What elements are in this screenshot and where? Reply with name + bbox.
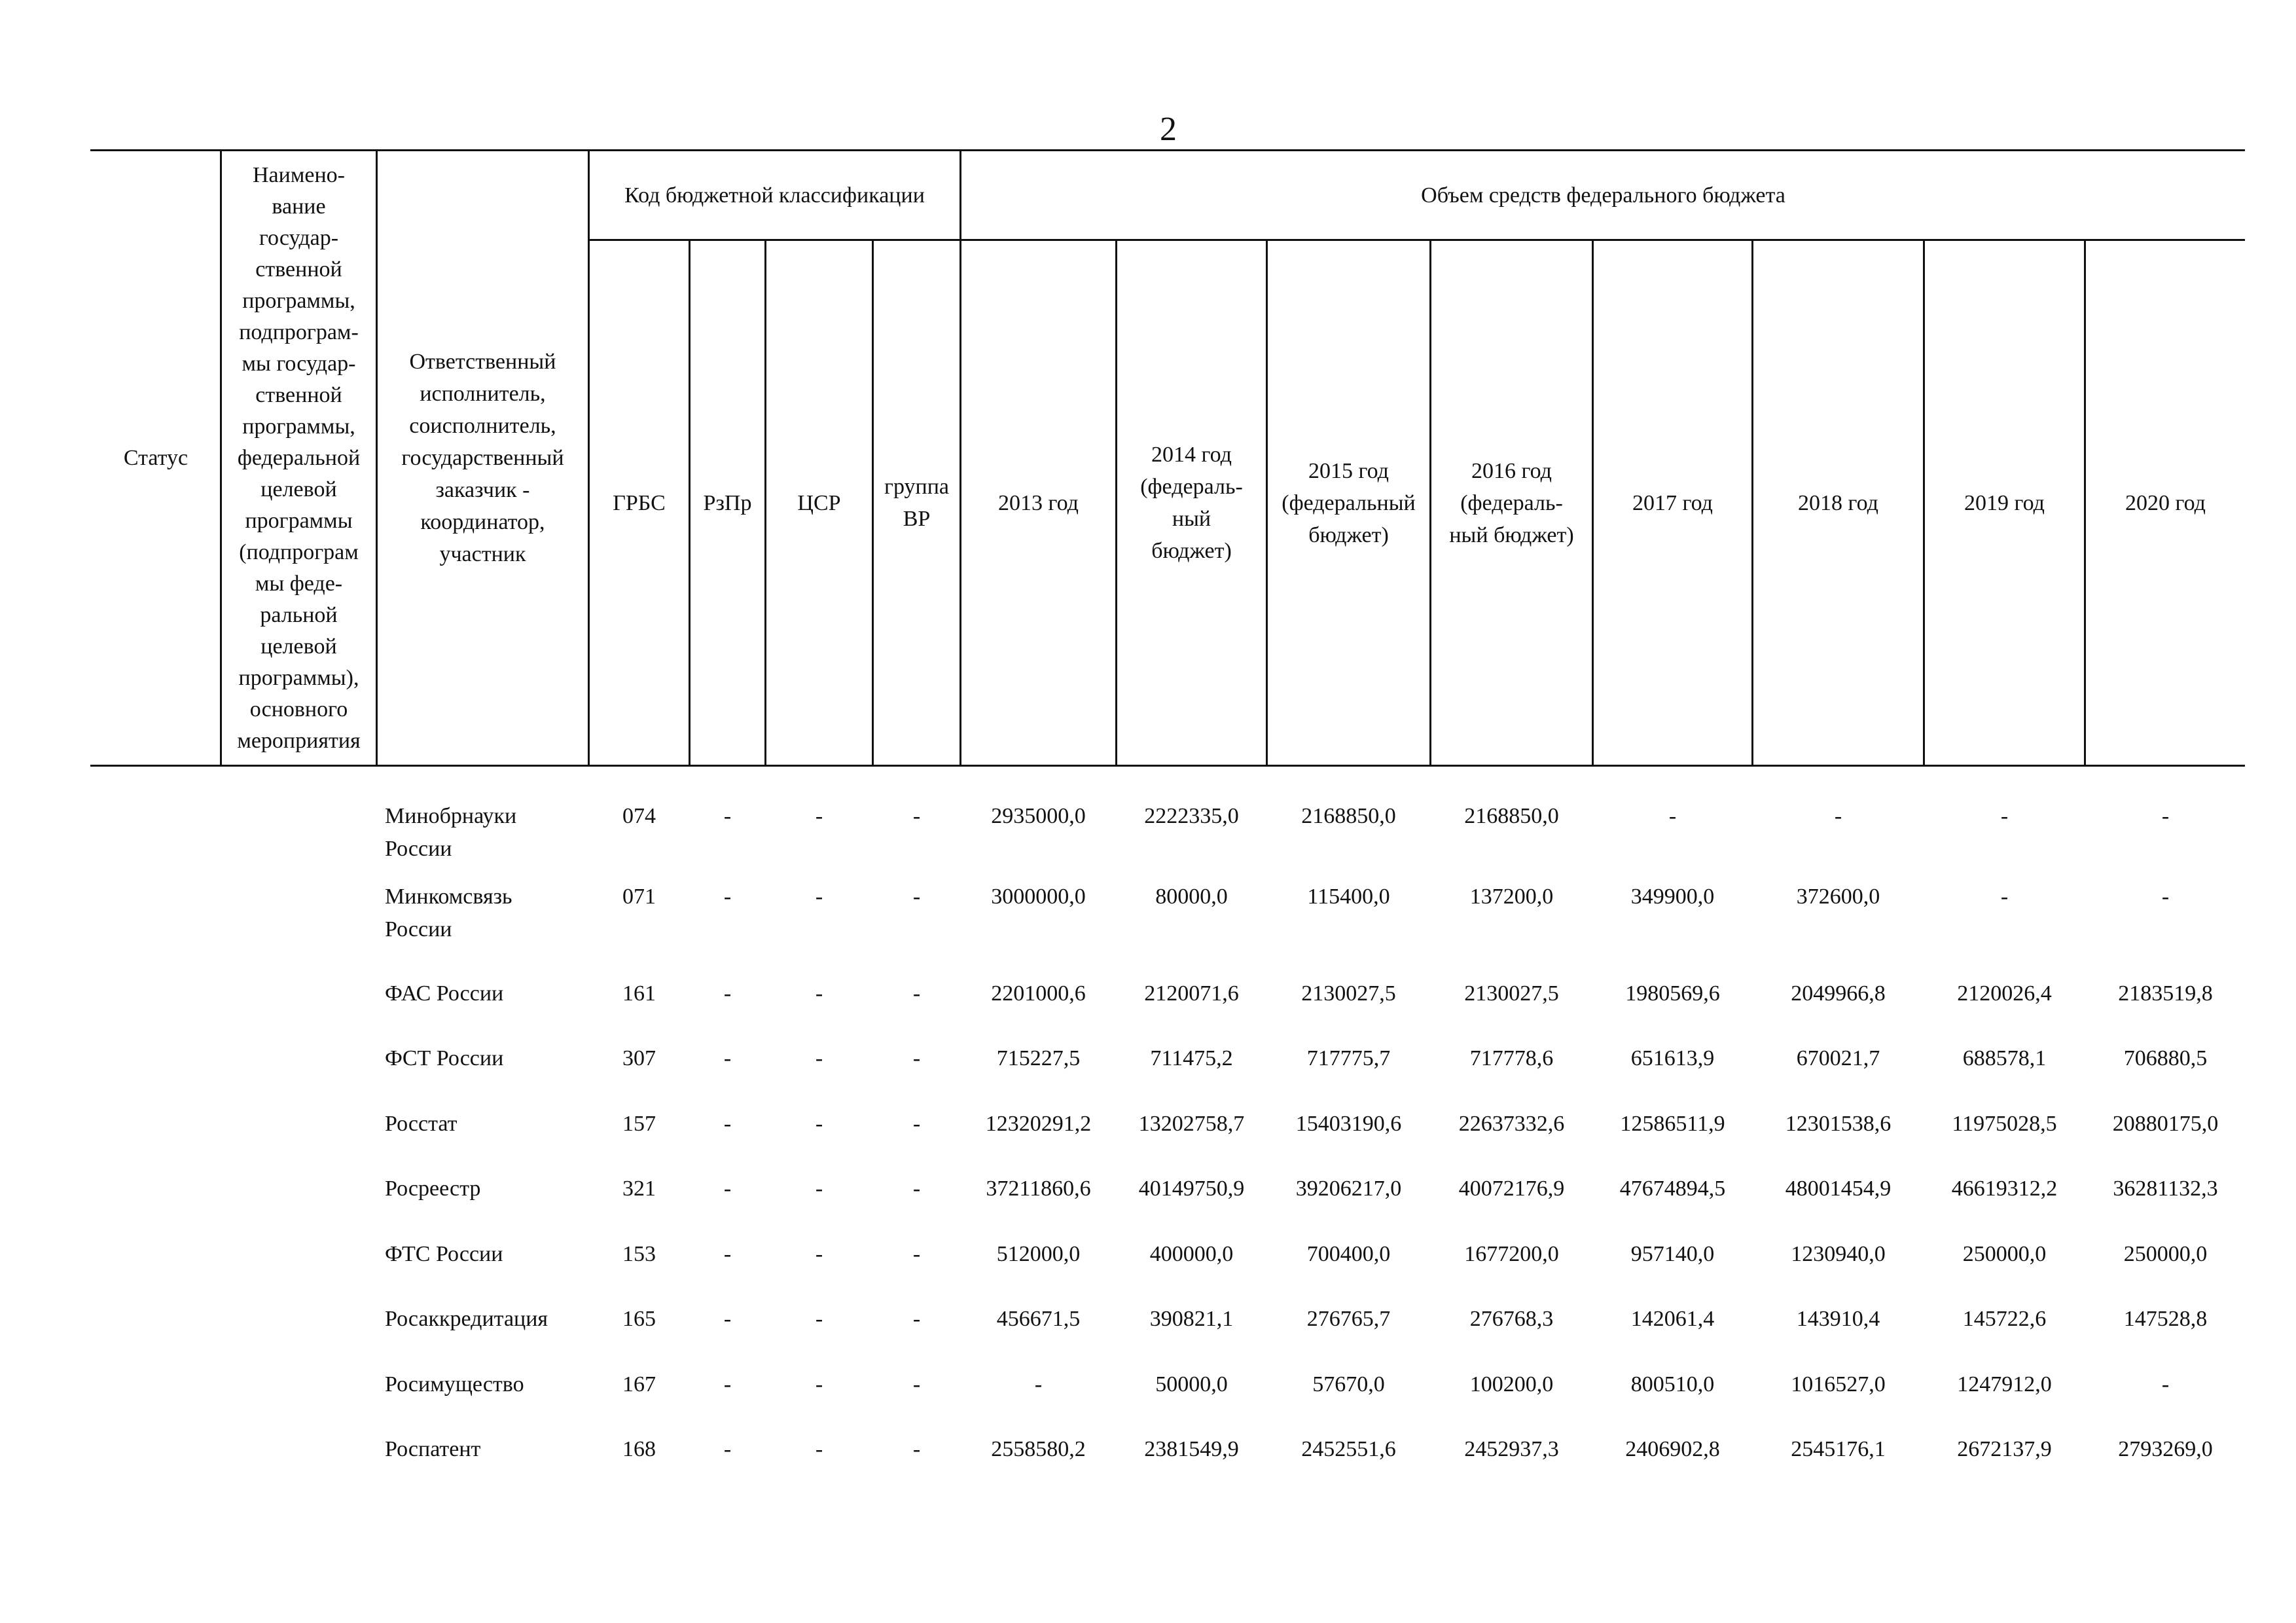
row-2013: 2558580,2 [991,1437,1086,1461]
row-rzpr: - [723,1307,732,1331]
row-vr: - [912,1176,921,1201]
header-2013: 2013 год [998,490,1079,515]
row-2019: 250000,0 [1962,1242,2047,1266]
row-csr: - [815,1112,823,1136]
header-rzpr: РзПр [703,490,752,515]
row-2017: 800510,0 [1630,1372,1715,1396]
table-row [0,800,2296,872]
row-grbs: 161 [622,981,656,1006]
row-2015: 2452551,6 [1301,1437,1396,1461]
row-2016: 2168850,0 [1464,804,1559,828]
row-2016: 2452937,3 [1464,1437,1559,1461]
row-grbs: 165 [622,1307,656,1331]
row-2017: 47674894,5 [1619,1176,1726,1201]
table-row [0,1173,2296,1245]
row-2016: 276768,3 [1469,1307,1554,1331]
row-rzpr: - [723,1112,732,1136]
row-2014: 80000,0 [1155,884,1228,909]
row-org: Минобрнауки России [385,804,517,861]
row-2016: 100200,0 [1469,1372,1554,1396]
row-csr: - [815,884,823,909]
row-2016: 40072176,9 [1458,1176,1565,1201]
header-grbs: ГРБС [613,490,666,515]
row-2019: 688578,1 [1962,1046,2047,1070]
page-number: 2 [1160,111,1177,148]
header-2018: 2018 год [1798,490,1878,515]
row-rzpr: - [723,1046,732,1070]
header-bottom-border [90,765,2245,767]
header-responsible: Ответственный исполнитель, соисполнитель, государственный заказчик - координатор, участник [401,350,564,566]
row-2018: 372600,0 [1796,884,1880,909]
header-2017: 2017 год [1632,490,1713,515]
row-org: Минкомсвязь России [385,884,512,941]
row-grbs: 307 [622,1046,656,1070]
row-2015: 717775,7 [1306,1046,1391,1070]
row-2014: 40149750,9 [1138,1176,1245,1201]
row-2017: 957140,0 [1630,1242,1715,1266]
row-2014: 50000,0 [1155,1372,1228,1396]
row-2020: - [2161,804,2170,828]
row-2014: 711475,2 [1150,1046,1233,1070]
row-rzpr: - [723,1437,732,1461]
row-2013: - [1034,1372,1043,1396]
row-2020: - [2161,884,2170,909]
row-2017: 651613,9 [1630,1046,1715,1070]
row-2019: - [2000,804,2009,828]
row-2017: 349900,0 [1630,884,1715,909]
row-2017: 2406902,8 [1625,1437,1720,1461]
row-rzpr: - [723,981,732,1006]
row-2013: 2201000,6 [991,981,1086,1006]
row-2020: 2793269,0 [2118,1437,2213,1461]
header-status: Статус [123,446,188,470]
row-2020: 147528,8 [2123,1307,2208,1331]
row-2019: 2672137,9 [1957,1437,2052,1461]
header-csr: ЦСР [797,490,841,515]
row-2017: - [1668,804,1677,828]
row-2018: 670021,7 [1796,1046,1880,1070]
row-2019: 11975028,5 [1952,1112,2057,1136]
row-2020: - [2161,1372,2170,1396]
row-vr: - [912,1046,921,1070]
row-2020: 20880175,0 [2112,1112,2219,1136]
row-vr: - [912,981,921,1006]
row-2019: 46619312,2 [1951,1176,2058,1201]
row-2015: 276765,7 [1306,1307,1391,1331]
row-2014: 390821,1 [1149,1307,1234,1331]
row-vr: - [912,1372,921,1396]
row-2014: 13202758,7 [1138,1112,1245,1136]
row-org: Росстат [385,1112,457,1136]
row-2015: 39206217,0 [1295,1176,1402,1201]
table-row [0,1368,2296,1440]
row-grbs: 153 [622,1242,656,1266]
row-2014: 2381549,9 [1144,1437,1239,1461]
row-grbs: 168 [622,1437,656,1461]
row-2016: 22637332,6 [1458,1112,1565,1136]
row-2015: 700400,0 [1306,1242,1391,1266]
row-vr: - [912,804,921,828]
row-2013: 512000,0 [996,1242,1081,1266]
row-2019: - [2000,884,2009,909]
row-2015: 2168850,0 [1301,804,1396,828]
row-csr: - [815,1437,823,1461]
row-vr: - [912,884,921,909]
row-grbs: 071 [622,884,656,909]
row-2013: 2935000,0 [991,804,1086,828]
row-org: Росреестр [385,1176,481,1201]
row-2018: - [1834,804,1842,828]
row-grbs: 167 [622,1372,656,1396]
row-grbs: 074 [622,804,656,828]
row-2020: 36281132,3 [2113,1176,2218,1201]
row-2019: 1247912,0 [1957,1372,2052,1396]
row-2020: 706880,5 [2123,1046,2208,1070]
row-csr: - [815,1242,823,1266]
row-org: ФАС России [385,981,504,1006]
header-2015: 2015 год (федеральный бюджет) [1282,458,1416,547]
row-2014: 400000,0 [1149,1242,1234,1266]
row-vr: - [912,1242,921,1266]
header-2016: 2016 год (федераль- ный бюджет) [1449,458,1574,547]
row-2017: 142061,4 [1630,1307,1715,1331]
row-org: ФСТ России [385,1046,504,1070]
header-2020: 2020 год [2125,490,2206,515]
row-2018: 1230940,0 [1791,1242,1886,1266]
row-2018: 2545176,1 [1791,1437,1886,1461]
row-2016: 1677200,0 [1464,1242,1559,1266]
row-grbs: 157 [622,1112,656,1136]
row-csr: - [815,1307,823,1331]
row-2015: 2130027,5 [1301,981,1396,1006]
row-2018: 1016527,0 [1791,1372,1886,1396]
row-2019: 145722,6 [1962,1307,2047,1331]
row-rzpr: - [723,884,732,909]
row-csr: - [815,1046,823,1070]
table-row [0,977,2296,1049]
row-org: Роспатент [385,1437,481,1461]
row-2013: 456671,5 [996,1307,1081,1331]
table-row [0,1108,2296,1180]
row-2020: 2183519,8 [2118,981,2213,1006]
row-org: Росаккредитация [385,1307,548,1331]
row-2018: 143910,4 [1796,1307,1880,1331]
row-2013: 12320291,2 [985,1112,1092,1136]
row-org: ФТС России [385,1242,503,1266]
row-2016: 2130027,5 [1464,981,1559,1006]
table-row [0,1303,2296,1375]
row-2020: 250000,0 [2123,1242,2208,1266]
row-2019: 2120026,4 [1957,981,2052,1006]
row-2014: 2120071,6 [1144,981,1239,1006]
table-row [0,881,2296,953]
header-2014: 2014 год (федераль- ный бюджет) [1140,443,1243,563]
row-vr: - [912,1437,921,1461]
table-row [0,1238,2296,1310]
row-2013: 715227,5 [996,1046,1081,1070]
header-vr: группа ВР [884,475,949,531]
row-2018: 12301538,6 [1785,1112,1892,1136]
row-rzpr: - [723,1242,732,1266]
row-grbs: 321 [622,1176,656,1201]
row-rzpr: - [723,1372,732,1396]
row-vr: - [912,1112,921,1136]
table-row [0,1042,2296,1114]
row-2014: 2222335,0 [1144,804,1239,828]
row-vr: - [912,1307,921,1331]
row-2017: 12586511,9 [1620,1112,1725,1136]
row-csr: - [815,981,823,1006]
row-csr: - [815,1372,823,1396]
row-2016: 717778,6 [1469,1046,1554,1070]
header-federal-budget: Объем средств федерального бюджета [1421,183,1785,208]
row-2015: 115400,0 [1307,884,1390,909]
row-2013: 3000000,0 [991,884,1086,909]
row-csr: - [815,1176,823,1201]
row-2018: 2049966,8 [1791,981,1886,1006]
row-2013: 37211860,6 [986,1176,1091,1201]
row-2016: 137200,0 [1469,884,1554,909]
header-budget-code: Код бюджетной классификации [624,183,925,208]
row-rzpr: - [723,1176,732,1201]
row-2015: 15403190,6 [1295,1112,1402,1136]
header-2019: 2019 год [1964,490,2045,515]
row-rzpr: - [723,804,732,828]
row-2017: 1980569,6 [1625,981,1720,1006]
header-program-name: Наимено- вание государ- ственной программы, подпрограм- мы государ- ственной программы, федеральной целевой программы (подпрограм мы феде- ральной целевой программы), основного мероприятия [237,162,361,753]
row-2018: 48001454,9 [1785,1176,1892,1201]
row-org: Росимущество [385,1372,524,1396]
row-csr: - [815,804,823,828]
row-2015: 57670,0 [1312,1372,1385,1396]
table-row [0,1433,2296,1505]
